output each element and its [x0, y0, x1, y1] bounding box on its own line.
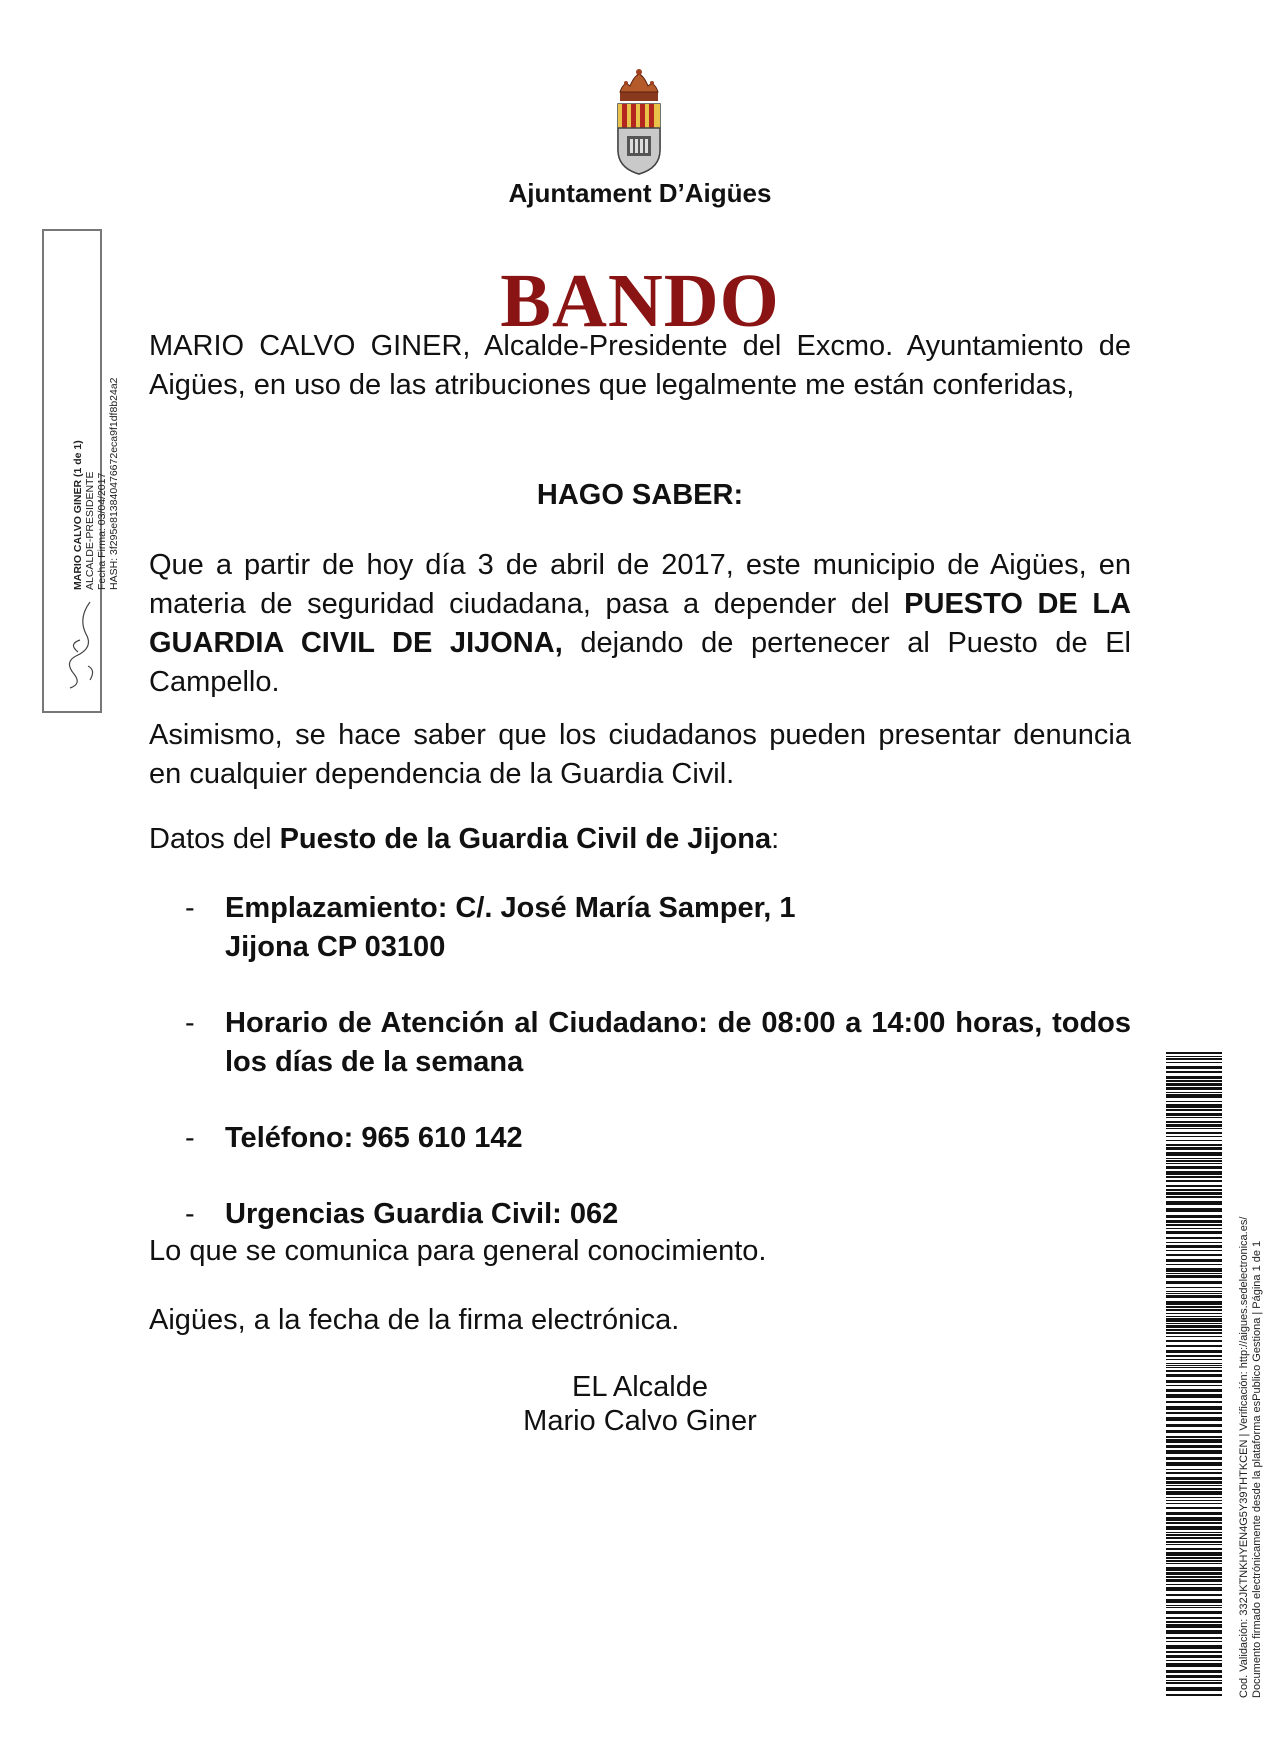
handwritten-signature-icon	[60, 596, 100, 692]
paragraph-municipio	[149, 546, 1131, 702]
paragraph-denuncia: Asimismo, se hace saber que los ciudadanos pueden presentar denuncia en cualquier dependencia de la Guardia Civil.	[149, 719, 1131, 790]
hago-saber-heading: HAGO SABER:	[536, 479, 744, 511]
bullet-dash: -	[185, 1122, 195, 1154]
stamp-signer: MARIO CALVO GINER (1 de 1)	[72, 440, 84, 590]
datos-puesto-name: Puesto de la Guardia Civil de Jijona	[279, 823, 772, 855]
paragraph-municipio-text-1: Que a partir de hoy día 3 de abril de 2017, este municipio de Aigües, en materia de seguridad ciudadana, pasa a depender del	[149, 549, 1131, 620]
closing-comunica: Lo que se comunica para general conocimiento.	[149, 1235, 767, 1267]
document-title: BANDO	[500, 259, 780, 343]
verification-text	[1238, 1217, 1264, 1698]
stamp-date: Fecha Firma: 03/04/2017	[96, 472, 108, 590]
list-item-horario	[149, 1004, 1131, 1082]
stamp-hash: HASH: 3f295e813840476672eca9f1df8b24a2	[108, 377, 120, 590]
organization-name: Ajuntament D’Aigües	[508, 178, 772, 208]
barcode-icon	[1166, 1052, 1222, 1699]
urgencias-text: Urgencias Guardia Civil: 062	[225, 1198, 619, 1230]
horario-text: Horario de Atención al Ciudadano: de 08:00 a 14:00 horas, todos los días de la semana	[225, 1007, 1131, 1078]
datos-prefix: Datos del	[149, 823, 280, 855]
verification-platform: Documento firmado electrónicamente desde la plataforma esPublico Gestiona | Página 1 de 1	[1251, 1240, 1263, 1698]
list-item-urgencias	[149, 1195, 1131, 1234]
signature-stamp-text	[72, 377, 120, 590]
emplazamiento-address: Emplazamiento: C/. José María Samper, 1	[225, 892, 796, 924]
telefono-text: Teléfono: 965 610 142	[225, 1122, 523, 1154]
verification-code: Cod. Validación: 332JKTNKHYEN4G5Y39THTKCEN | Verificación: http://aigues.sedelectronica.es/	[1238, 1216, 1250, 1698]
datos-puesto-line	[149, 820, 1131, 859]
bullet-dash: -	[185, 1198, 195, 1230]
bullet-dash: -	[185, 892, 195, 924]
emplazamiento-city: Jijona CP 03100	[225, 931, 446, 963]
list-item-emplazamiento	[149, 889, 1131, 967]
paragraph-municipio-text-2: dejando de pertenecer al Puesto de El Campello.	[149, 627, 1131, 698]
contact-details-list	[149, 889, 1131, 1271]
signature-role: EL Alcalde	[572, 1371, 708, 1403]
list-item-telefono	[149, 1119, 1131, 1158]
coat-of-arms-logo	[612, 68, 666, 178]
stamp-role: ALCALDE-PRESIDENTE	[84, 471, 96, 590]
puesto-jijona-emphasis: PUESTO DE LA GUARDIA CIVIL DE JIJONA,	[149, 588, 1132, 659]
bullet-dash: -	[185, 1007, 195, 1039]
closing-fecha: Aigües, a la fecha de la firma electrónica.	[149, 1304, 680, 1336]
datos-suffix: :	[771, 823, 780, 855]
intro-paragraph: MARIO CALVO GINER, Alcalde-Presidente del Excmo. Ayuntamiento de Aigües, en uso de las atribuciones que legalmente me están conferidas,	[149, 330, 1131, 401]
signature-name: Mario Calvo Giner	[523, 1405, 757, 1437]
